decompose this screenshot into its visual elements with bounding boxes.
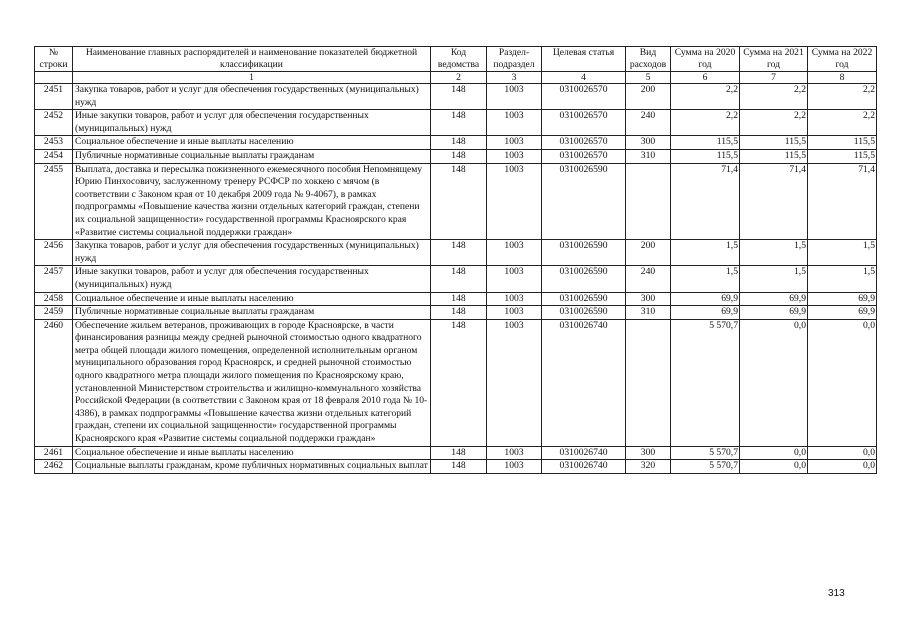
row-expense-type: 310 [626,306,671,320]
row-dept-code: 148 [431,136,487,150]
header-name: Наименование главных распорядителей и наименование показателей бюджетной классификации [73,47,431,72]
row-sum-2021: 69,9 [740,292,808,306]
row-expense-type: 240 [626,266,671,292]
row-number: 2452 [35,110,73,136]
row-section: 1003 [487,84,542,110]
row-target-article: 0310026740 [542,460,626,474]
row-sum-2021: 0,0 [740,319,808,446]
row-sum-2020: 2,2 [671,84,740,110]
row-number: 2451 [35,84,73,110]
row-expense-type: 300 [626,292,671,306]
row-dept-code: 148 [431,319,487,446]
row-sum-2022: 2,2 [808,84,877,110]
row-dept-code: 148 [431,446,487,460]
row-number: 2455 [35,163,73,240]
column-number [35,72,73,84]
row-section: 1003 [487,266,542,292]
row-target-article: 0310026590 [542,306,626,320]
row-name: Социальные выплаты гражданам, кроме публичных нормативных социальных выплат [73,460,431,474]
header-sum-2021: Сумма на 2021 год [740,47,808,72]
row-number: 2462 [35,460,73,474]
row-sum-2020: 5 570,7 [671,319,740,446]
row-sum-2022: 2,2 [808,110,877,136]
row-name: Обеспечение жильем ветеранов, проживающих в городе Красноярске, в части финансирования разницы между средней рыночной стоимостью одного квадратного метра общей площади жилого помещения, определенной исполнительным органом муниципального образования город Красноярск, и средней рыночной стоимостью одного квадратного метра площади жилого помещения по Красноярскому краю, установленной Министерством строительства и жилищно-коммунального хозяйства Российской Федерации (в соответствии с Законом края от 18 февраля 2010 года № 10-4386), в рамках подпрограммы «Повышение качества жизни отдельных категорий граждан, степени их социальной защищенности» государственной программы Красноярского края «Развитие системы социальной поддержки граждан» [73,319,431,446]
table-row [35,136,877,150]
row-sum-2020: 115,5 [671,136,740,150]
row-target-article: 0310026570 [542,136,626,150]
row-sum-2022: 0,0 [808,446,877,460]
column-number: 5 [626,72,671,84]
page-number: 313 [828,588,845,599]
column-number: 4 [542,72,626,84]
row-expense-type: 310 [626,149,671,163]
header-sum-2022: Сумма на 2022 год [808,47,877,72]
row-name: Закупка товаров, работ и услуг для обеспечения государственных (муниципальных) нужд [73,240,431,266]
row-name: Социальное обеспечение и иные выплаты населению [73,446,431,460]
row-sum-2020: 5 570,7 [671,460,740,474]
row-expense-type: 300 [626,136,671,150]
row-dept-code: 148 [431,292,487,306]
row-expense-type: 240 [626,110,671,136]
row-expense-type: 200 [626,240,671,266]
row-dept-code: 148 [431,149,487,163]
row-section: 1003 [487,110,542,136]
row-sum-2020: 1,5 [671,266,740,292]
row-section: 1003 [487,306,542,320]
row-sum-2020: 115,5 [671,149,740,163]
row-sum-2022: 1,5 [808,266,877,292]
row-section: 1003 [487,319,542,446]
row-expense-type: 320 [626,460,671,474]
row-sum-2021: 0,0 [740,460,808,474]
row-name: Социальное обеспечение и иные выплаты населению [73,136,431,150]
row-number: 2461 [35,446,73,460]
row-dept-code: 148 [431,84,487,110]
row-name: Иные закупки товаров, работ и услуг для обеспечения государственных (муниципальных) нужд [73,266,431,292]
table-row [35,446,877,460]
row-sum-2020: 69,9 [671,306,740,320]
row-sum-2021: 1,5 [740,266,808,292]
row-sum-2021: 1,5 [740,240,808,266]
table-row [35,460,877,474]
row-section: 1003 [487,149,542,163]
row-number: 2459 [35,306,73,320]
header-expense-type: Вид расходов [626,47,671,72]
header-section: Раздел-подраздел [487,47,542,72]
row-section: 1003 [487,446,542,460]
row-section: 1003 [487,163,542,240]
row-sum-2022: 69,9 [808,292,877,306]
row-sum-2020: 1,5 [671,240,740,266]
budget-table [34,46,877,474]
row-section: 1003 [487,460,542,474]
row-sum-2022: 115,5 [808,149,877,163]
row-name: Социальное обеспечение и иные выплаты населению [73,292,431,306]
row-sum-2021: 2,2 [740,84,808,110]
column-number: 2 [431,72,487,84]
row-name: Иные закупки товаров, работ и услуг для обеспечения государственных (муниципальных) нужд [73,110,431,136]
row-target-article: 0310026590 [542,266,626,292]
row-name: Публичные нормативные социальные выплаты гражданам [73,149,431,163]
row-sum-2022: 1,5 [808,240,877,266]
row-sum-2022: 0,0 [808,460,877,474]
row-dept-code: 148 [431,240,487,266]
row-sum-2021: 115,5 [740,149,808,163]
row-sum-2021: 69,9 [740,306,808,320]
row-number: 2456 [35,240,73,266]
row-target-article: 0310026590 [542,163,626,240]
row-sum-2022: 115,5 [808,136,877,150]
column-number: 1 [73,72,431,84]
row-expense-type [626,163,671,240]
header-row-number: № строки [35,47,73,72]
row-section: 1003 [487,292,542,306]
table-row [35,266,877,292]
row-sum-2022: 71,4 [808,163,877,240]
column-number: 6 [671,72,740,84]
row-target-article: 0310026740 [542,446,626,460]
row-sum-2020: 69,9 [671,292,740,306]
table-row [35,163,877,240]
row-sum-2020: 2,2 [671,110,740,136]
table-row [35,240,877,266]
row-dept-code: 148 [431,460,487,474]
header-dept-code: Код ведомства [431,47,487,72]
row-target-article: 0310026590 [542,240,626,266]
row-number: 2453 [35,136,73,150]
row-section: 1003 [487,240,542,266]
header-sum-2020: Сумма на 2020 год [671,47,740,72]
row-name: Публичные нормативные социальные выплаты гражданам [73,306,431,320]
table-row [35,292,877,306]
row-target-article: 0310026570 [542,110,626,136]
row-number: 2457 [35,266,73,292]
header-target-article: Целевая статья [542,47,626,72]
column-number: 8 [808,72,877,84]
row-number: 2460 [35,319,73,446]
row-target-article: 0310026570 [542,149,626,163]
row-sum-2021: 0,0 [740,446,808,460]
table-row [35,84,877,110]
row-sum-2022: 0,0 [808,319,877,446]
row-dept-code: 148 [431,306,487,320]
row-number: 2458 [35,292,73,306]
row-sum-2021: 71,4 [740,163,808,240]
row-section: 1003 [487,136,542,150]
header-row [35,47,877,72]
table-row [35,110,877,136]
row-dept-code: 148 [431,163,487,240]
row-target-article: 0310026740 [542,319,626,446]
row-expense-type: 200 [626,84,671,110]
row-name: Выплата, доставка и пересылка пожизненного ежемесячного пособия Непомнящему Юрию Пинхосовичу, заслуженному тренеру РСФСР по хоккею с мячом (в соответствии с Законом края от 10 декабря 2009 года № 9-4067), в рамках подпрограммы «Повышение качества жизни отдельных категорий граждан, степени их социальной защищенности» государственной программы Красноярского края «Развитие системы социальной поддержки граждан» [73,163,431,240]
column-number-row [35,72,877,84]
row-expense-type: 300 [626,446,671,460]
row-expense-type [626,319,671,446]
row-sum-2021: 115,5 [740,136,808,150]
row-name: Закупка товаров, работ и услуг для обеспечения государственных (муниципальных) нужд [73,84,431,110]
table-row [35,149,877,163]
row-target-article: 0310026590 [542,292,626,306]
row-sum-2021: 2,2 [740,110,808,136]
row-number: 2454 [35,149,73,163]
column-number: 3 [487,72,542,84]
row-target-article: 0310026570 [542,84,626,110]
row-dept-code: 148 [431,110,487,136]
table-row [35,319,877,446]
column-number: 7 [740,72,808,84]
row-dept-code: 148 [431,266,487,292]
table-row [35,306,877,320]
table-body [35,84,877,474]
row-sum-2020: 5 570,7 [671,446,740,460]
row-sum-2022: 69,9 [808,306,877,320]
row-sum-2020: 71,4 [671,163,740,240]
